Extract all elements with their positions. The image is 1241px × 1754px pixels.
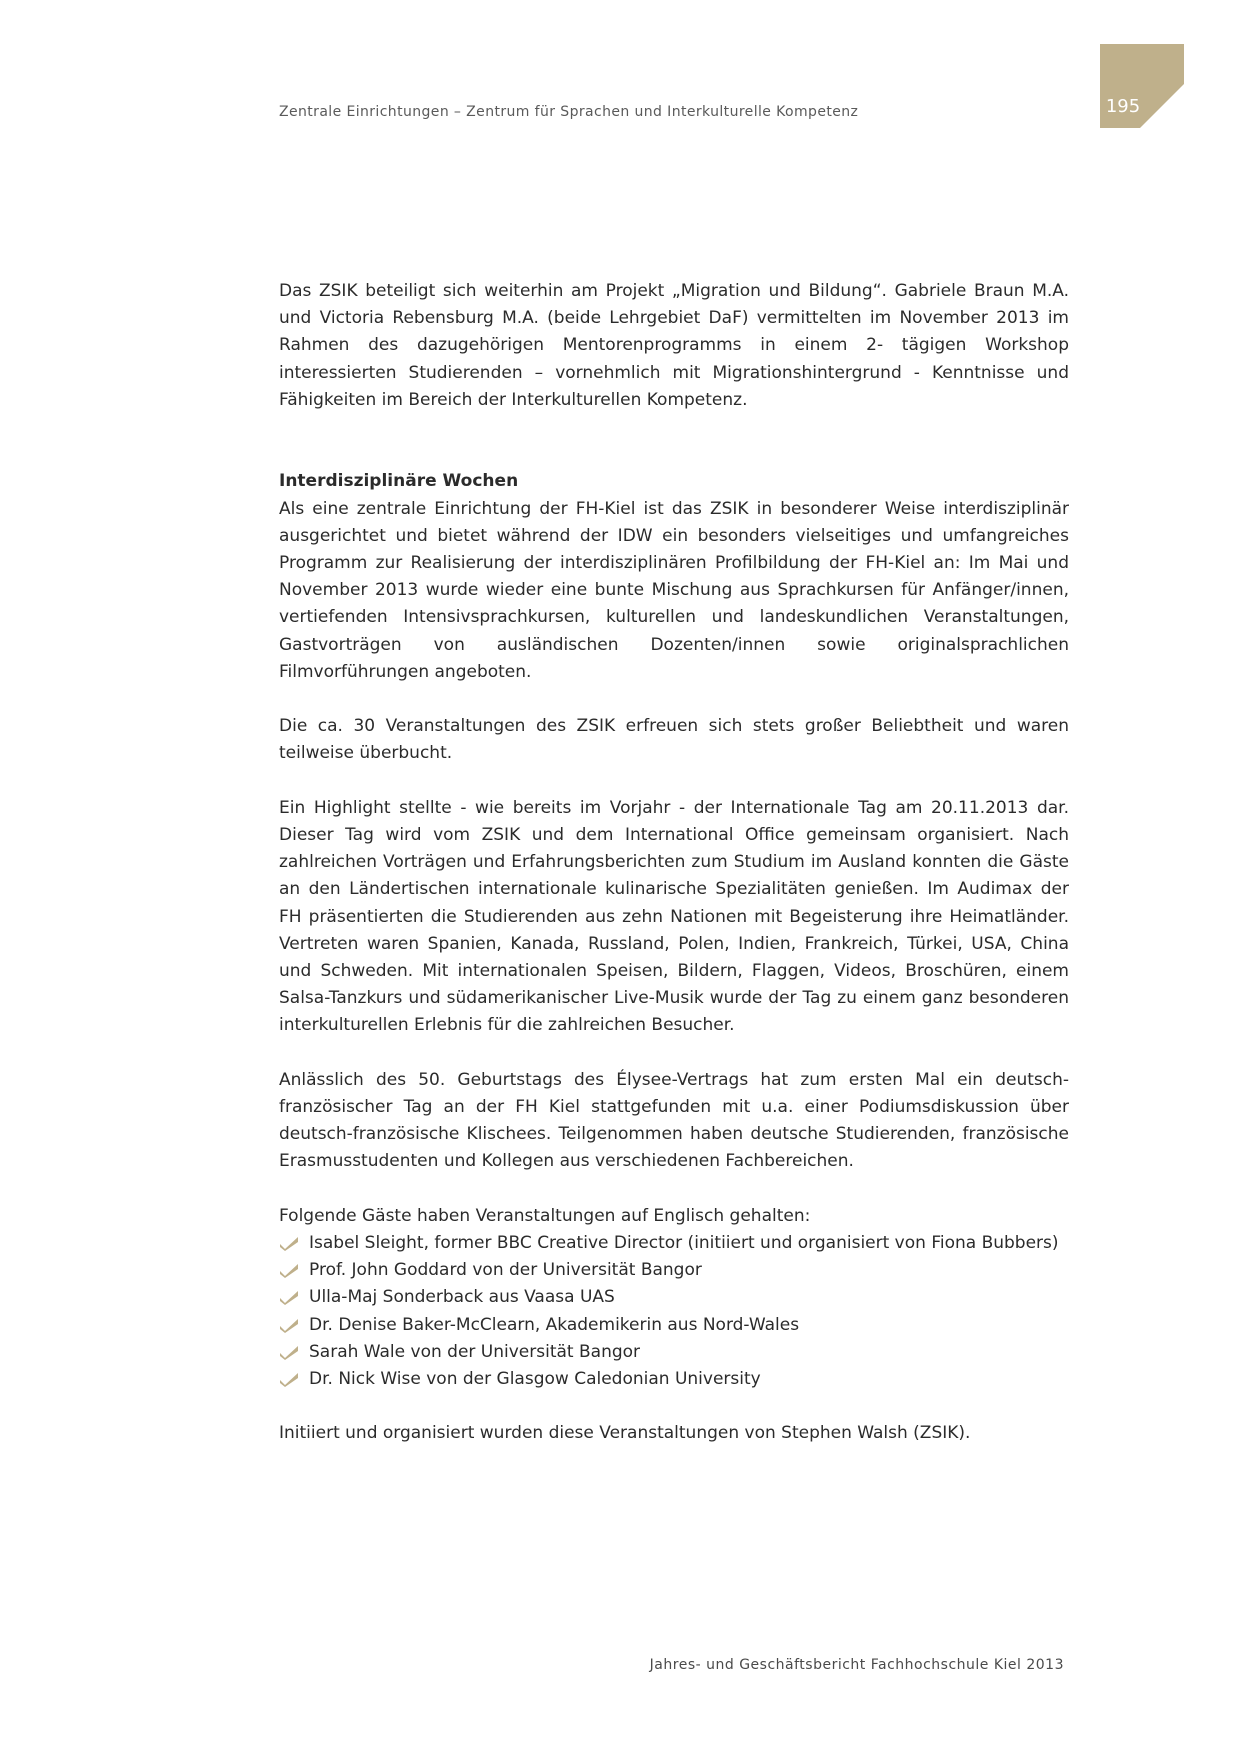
page-number: 195: [1105, 96, 1141, 117]
list-item: [279, 1339, 1069, 1366]
international-day-paragraph: Ein Highlight stellte - wie bereits im Vorjahr - der Internationale Tag am 20.11.2013 dar. Dieser Tag wird vom ZSIK und dem International Office gemeinsam organisiert. Nach zahlreichen Vorträgen und Erfahrungsberichten zum Studium im Ausland konnten die Gäste an den Ländertischen internationale kulinarische Spezialitäten genießen. Im Audimax der FH präsentierten die Studierenden aus zehn Nationen mit Begeisterung ihre Heimatländer. Vertreten waren Spanien, Kanada, Russland, Polen, Indien, Frankreich, Türkei, USA, China und Schweden. Mit internationalen Speisen, Bildern, Flaggen, Videos, Broschüren, einem Salsa-Tanzkurs und südamerikanischer Live-Musik wurde der Tag zu einem ganz besonderen interkulturellen Erlebnis für die zahlreichen Besucher.: [279, 797, 1069, 1036]
guest-name: Sarah Wale von der Universität Bangor: [309, 1341, 641, 1362]
intro-paragraph: Das ZSIK beteiligt sich weiterhin am Projekt „Migration und Bildung“. Gabriele Braun M.A. und Victoria Rebensburg M.A. (beide Lehrgebiet DaF) vermittelten im November 2013 im Rahmen des dazugehörigen Mentorenprogramms in einem 2- tägigen Workshop interessierten Studierenden – vornehmlich mit Migrationshintergrund - Kenntnisse und Fähigkeiten im Bereich der Interkulturellen Kompetenz.: [279, 281, 1069, 410]
closing-paragraph: Initiiert und organisiert wurden diese Veranstaltungen von Stephen Walsh (ZSIK).: [279, 1423, 971, 1444]
guests-intro: Folgende Gäste haben Veranstaltungen auf Englisch gehalten:: [279, 1205, 811, 1226]
guest-name: Ulla-Maj Sonderback aus Vaasa UAS: [309, 1287, 615, 1308]
events-paragraph: Die ca. 30 Veranstaltungen des ZSIK erfreuen sich stets großer Beliebtheit und waren teilweise überbucht.: [279, 716, 1069, 764]
guest-name: Prof. John Goddard von der Universität Bangor: [309, 1260, 702, 1281]
guest-name: Dr. Denise Baker-McClearn, Akademikerin aus Nord-Wales: [309, 1314, 800, 1335]
guest-list: [279, 1230, 1069, 1393]
running-footer: Jahres- und Geschäftsbericht Fachhochschule Kiel 2013: [649, 1657, 1064, 1673]
check-icon: [279, 1345, 299, 1361]
guest-name: Isabel Sleight, former BBC Creative Director (initiiert und organisiert von Fiona Bubbers): [309, 1233, 1059, 1254]
check-icon: [279, 1290, 299, 1306]
list-item: [279, 1230, 1069, 1257]
idw-paragraph: Als eine zentrale Einrichtung der FH-Kiel ist das ZSIK in besonderer Weise interdisziplinär ausgerichtet und bietet während der IDW ein besonders vielseitiges und umfangreiches Programm zur Realisierung der interdisziplinären Profilbildung der FH-Kiel an: Im Mai und November 2013 wurde wieder eine bunte Mischung aus Sprachkursen für Anfänger/innen, vertiefenden Intensivsprachkursen, kulturellen und landeskundlichen Veranstaltungen, Gastvorträgen von ausländischen Dozenten/innen sowie originalsprachlichen Filmvorführungen angeboten.: [279, 498, 1069, 682]
section-heading: Interdisziplinäre Wochen: [279, 471, 519, 492]
elysee-paragraph: Anlässlich des 50. Geburtstags des Élysee-Vertrags hat zum ersten Mal ein deutsch- französischer Tag an der FH Kiel stattgefunden mit u.a. einer Podiumsdiskussion über deutsch-französische Klischees. Teilgenommen haben deutsche Studierenden, französische Erasmusstudenten und Kollegen aus verschiedenen Fachbereichen.: [279, 1069, 1069, 1172]
list-item: [279, 1312, 1069, 1339]
list-item: [279, 1257, 1069, 1284]
running-header: Zentrale Einrichtungen – Zentrum für Sprachen und Interkulturelle Kompetenz: [279, 104, 859, 120]
guest-name: Dr. Nick Wise von der Glasgow Caledonian University: [309, 1369, 761, 1390]
list-item: [279, 1284, 1069, 1311]
list-item: [279, 1366, 1069, 1393]
check-icon: [279, 1263, 299, 1279]
check-icon: [279, 1236, 299, 1252]
main-content: [279, 278, 1069, 1448]
check-icon: [279, 1318, 299, 1334]
check-icon: [279, 1372, 299, 1388]
